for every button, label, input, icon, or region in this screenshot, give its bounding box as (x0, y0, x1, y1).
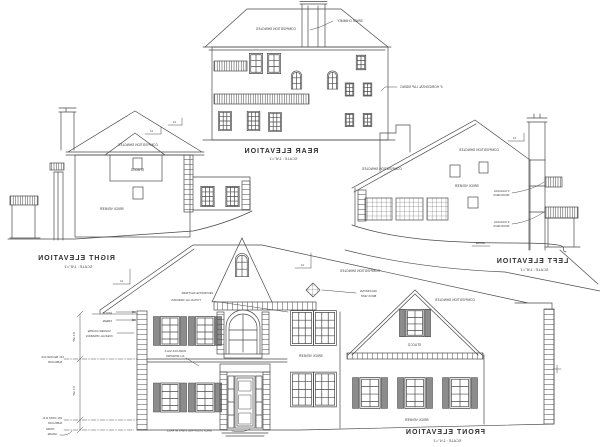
front-bay-window (314, 311, 337, 346)
rear-window (356, 55, 366, 70)
front-dim-upper: 8'-1 1/8" (73, 332, 76, 342)
front-grade-1: FINISH (45, 428, 55, 431)
left-window (479, 162, 488, 173)
front-door-quoins (220, 372, 227, 430)
front-soldier-band (347, 353, 483, 359)
right-grade-line (8, 211, 252, 239)
front-window-shuttered (154, 317, 187, 346)
front-fascia-label: FASCIA (102, 312, 112, 315)
left-elevation-drawing (345, 114, 600, 291)
front-vent-label-2: BRICK VENT (360, 295, 377, 298)
right-deck-posts (10, 205, 40, 238)
rear-shingles-label: COMPOSITION SHINGLES (256, 27, 296, 31)
front-stoop-label: BRICK STOOP AND STEPS W/ RAILS (166, 429, 212, 433)
front-window-shuttered (443, 378, 478, 409)
right-window (133, 187, 143, 199)
right-quoins (184, 155, 193, 212)
rear-scale-label: SCALE: 1/8"=1' (268, 157, 298, 161)
left-shingles-upper-label: COMPOSITION SHINGLES (459, 148, 499, 152)
front-cornice-band (214, 302, 316, 310)
rear-chimney (300, 2, 327, 48)
front-grade-leader (60, 431, 72, 435)
front-brick-vent (306, 283, 320, 297)
left-brick-label: BRICK VENEER (454, 184, 479, 188)
left-lattice-panel (365, 198, 392, 220)
front-window-shuttered (353, 378, 388, 409)
front-title-label: FRONT ELEVATION (404, 429, 486, 436)
front-vent-label-1: DECORATIVE (359, 290, 377, 293)
front-arch-quoins (217, 312, 224, 354)
rear-window (345, 113, 354, 126)
left-rail-note-1b: WOOD DECK (493, 194, 510, 197)
rear-window (247, 111, 260, 130)
front-arch-sill (224, 354, 262, 358)
front-rowlock-1: ROWLOCK SILLS (164, 350, 186, 353)
left-rail-note-1: 6' HIGH RAIL (493, 190, 510, 193)
rear-title-label: REAR ELEVATION (243, 148, 319, 155)
front-soldier-2: OVER ALL OPENINGS (85, 335, 113, 338)
front-stoop-steps (222, 433, 268, 436)
left-upper-deck-rail (545, 177, 562, 187)
front-frieze-label: FRIEZE (102, 320, 112, 323)
rear-window (363, 83, 372, 96)
front-arched-window (226, 310, 260, 354)
left-pitch-label: 12 (513, 137, 516, 140)
front-dim-lower: 9'-1 1/8" (73, 386, 76, 396)
right-title-label: RIGHT ELEVATION (37, 255, 115, 262)
right-upper-rail (50, 163, 64, 170)
right-deck-rail (10, 196, 38, 205)
front-pitch-label: 12 (301, 264, 304, 267)
left-shingles-lower-label: COMPOSITION SHINGLES (362, 167, 402, 171)
right-pitch-label: 12 (150, 130, 153, 133)
front-gables (212, 238, 485, 355)
left-deck-structure (545, 218, 598, 284)
right-stucco-label: STUCCO (130, 168, 145, 172)
front-shutter-2: TYPICAL ALL WINDOWS (171, 299, 202, 302)
rear-elevation-drawing (203, 2, 443, 162)
front-pitch-label: 12 (120, 280, 123, 283)
front-shingles-right-label: COMPOSITION SHINGLES (435, 298, 475, 302)
front-elevation-drawing (40, 238, 561, 443)
front-door-panels (239, 381, 251, 424)
rear-siding-label: 4" HORIZONTAL LAP SIDING (400, 85, 443, 89)
front-window-shuttered (189, 383, 222, 412)
front-stucco-label: STUCCO (407, 343, 422, 347)
front-rowlock-2: ALL WINDOWS (166, 355, 185, 358)
front-door-panel (237, 378, 253, 426)
front-brick-right-label: BRICK VENEER (404, 418, 429, 422)
front-main-roof (100, 245, 552, 314)
right-brick-label: BRICK VENEER (99, 207, 124, 211)
left-title-label: LEFT ELEVATION (495, 258, 569, 265)
right-roof (66, 111, 204, 155)
front-window-shuttered (189, 317, 222, 346)
left-rail-note-2: 6' HIGH RAIL (493, 221, 510, 224)
left-lower-deck-rail (545, 207, 578, 218)
front-bay-window (291, 311, 314, 346)
front-door-entablature (220, 364, 270, 372)
front-level-first-2: SUBFLOOR (47, 422, 63, 425)
front-bay-window (314, 372, 337, 407)
rear-roof (203, 9, 391, 50)
front-attic-arch-vent (235, 253, 248, 276)
right-quoins (242, 181, 250, 210)
front-level-second-2: SUBFLOOR (47, 361, 63, 364)
right-chimney (59, 108, 76, 150)
left-lattice-panel (427, 198, 448, 220)
rear-window (363, 113, 372, 126)
front-soldier-1: SOLDIER COURSE (87, 330, 111, 333)
front-bay-window (291, 372, 314, 407)
right-scale-label: SCALE: 1/8"=1' (63, 265, 93, 269)
left-roof (352, 120, 530, 192)
front-window-shuttered (154, 383, 187, 412)
left-scale-label: SCALE: 1/8"=1' (519, 268, 549, 272)
right-pitch-label: 12 (173, 121, 176, 124)
right-window (201, 186, 214, 206)
front-pitch-marks (113, 253, 311, 284)
left-window (468, 197, 478, 208)
right-shingles-label: COMPOSITION SHINGLES (118, 143, 158, 147)
left-window (450, 165, 460, 177)
front-arch-quoins (262, 312, 269, 354)
front-grade-2: GRADE (47, 433, 57, 436)
left-rail-note-2b: WOOD DECK (493, 225, 510, 228)
front-door (235, 376, 255, 428)
rear-window (219, 111, 232, 130)
left-grade-label: GRADE (475, 242, 485, 245)
front-brick-bay-label: BRICK VENEER (298, 354, 323, 358)
rear-window (267, 53, 280, 73)
front-level-first-1: FIN. FIRST FLR. (42, 417, 62, 420)
front-window-shuttered (398, 378, 433, 409)
rear-deck-rail (214, 94, 309, 104)
front-door-quoins (263, 372, 270, 430)
left-lattice-panel (396, 198, 423, 220)
front-shingles-left-label: COMPOSITION SHINGLES (340, 269, 380, 273)
rear-arched-window (291, 71, 301, 89)
front-sidelights (228, 376, 262, 428)
front-left-quoins (137, 311, 147, 430)
rear-window (345, 83, 354, 96)
front-scale-label: SCALE: 1/4"=1' (432, 439, 462, 443)
rear-window (269, 112, 282, 131)
front-right-quoins (544, 309, 554, 424)
front-gable-window (399, 309, 430, 336)
rear-chimney-label: BRICK CHIMNEY (337, 19, 363, 23)
front-level-second-1: FIN. SECOND FLR. (40, 356, 64, 359)
rear-arched-window (327, 71, 337, 89)
rear-balcony-rail (214, 61, 247, 71)
rear-window (249, 53, 262, 73)
right-chimney-stack (54, 172, 63, 240)
rear-leader-lines (310, 21, 397, 91)
front-shutter-1: DECORATIVE SHUTTERS (181, 292, 213, 295)
right-window (226, 186, 239, 206)
